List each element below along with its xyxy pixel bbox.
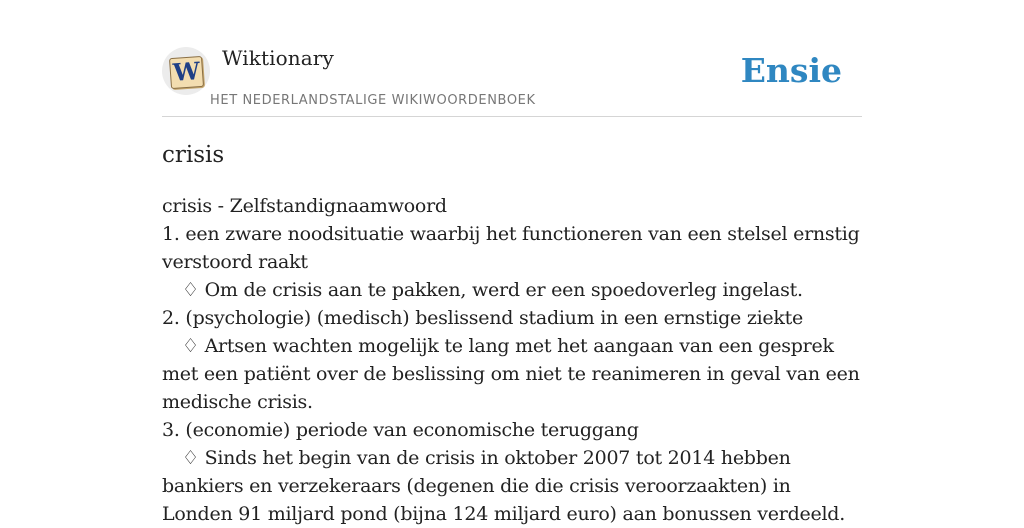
page-title: crisis bbox=[162, 142, 225, 168]
site-name[interactable]: Wiktionary bbox=[222, 46, 334, 70]
site-header bbox=[162, 44, 862, 117]
definition-1: 1. een zware noodsituatie waarbij het functioneren van een stelsel ernstig verstoord raakt bbox=[162, 223, 860, 273]
example-1: ♢ Om de crisis aan te pakken, werd er een spoedoverleg ingelast. bbox=[182, 279, 803, 301]
site-subtitle: HET NEDERLANDSTALIGE WIKIWOORDENBOEK bbox=[210, 93, 536, 108]
example-2: ♢ Artsen wachten mogelijk te lang met het aangaan van een gesprek met een patiënt over de beslissing om niet te reanimeren in geval van een medische crisis. bbox=[162, 335, 860, 413]
word-type-line: crisis - Zelfstandignaamwoord bbox=[162, 195, 447, 217]
wiktionary-tile-icon bbox=[169, 56, 204, 89]
definition-3: 3. (economie) periode van economische teruggang bbox=[162, 419, 639, 441]
entry-content bbox=[162, 138, 866, 528]
wiktionary-logo[interactable] bbox=[162, 47, 210, 95]
ensie-brand-logo[interactable]: Ensie bbox=[740, 51, 842, 90]
example-3: ♢ Sinds het begin van de crisis in oktober 2007 tot 2014 hebben bankiers en verzekeraars (degenen die die crisis veroorzaakten) in Londen 91 miljard pond (bijna 124 miljard euro) aan bonussen verdeeld. bbox=[162, 447, 846, 525]
logo-letter: W bbox=[171, 56, 201, 87]
definition-list bbox=[162, 192, 866, 528]
definition-2: 2. (psychologie) (medisch) beslissend stadium in een ernstige ziekte bbox=[162, 307, 804, 329]
